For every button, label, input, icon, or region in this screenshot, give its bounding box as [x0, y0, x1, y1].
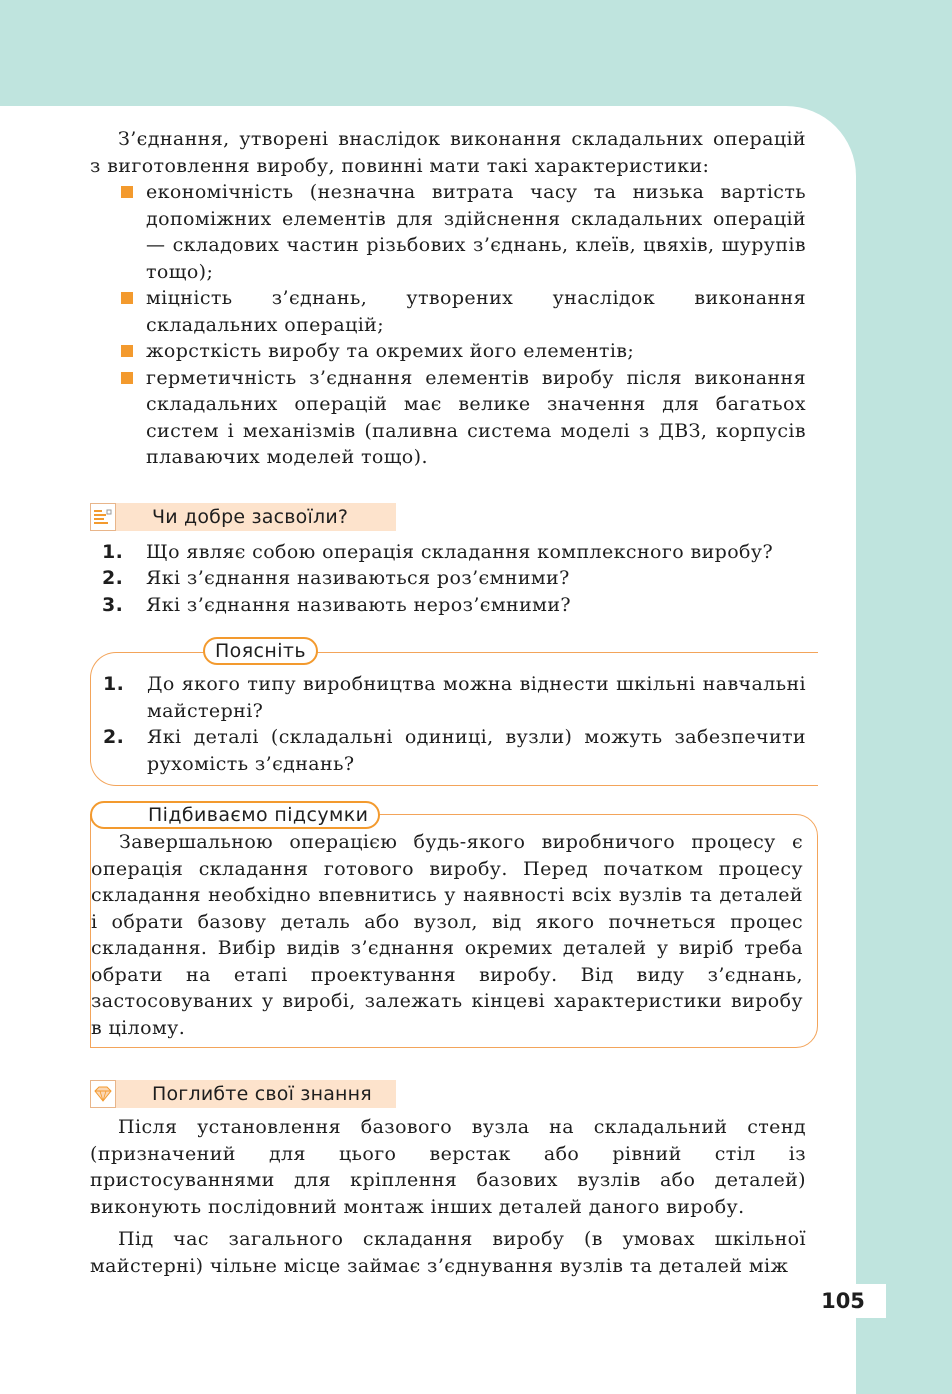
explain-box	[90, 640, 818, 786]
explain-title: Поясніть	[203, 637, 318, 665]
check-header	[90, 503, 396, 531]
bullet-square-icon	[121, 345, 133, 357]
deepen-paragraph: Під час загального складання виробу (в умовах шкільної майстерні) чільне місце займає з’єднування вузлів та деталей між	[90, 1228, 806, 1277]
check-title: Чи добре засвоїли?	[152, 505, 349, 528]
question-item: 1. До якого типу виробництва можна віднести шкільні навчальні майстерні?	[103, 673, 806, 722]
check-questions	[90, 539, 806, 619]
page-number: 105	[800, 1284, 886, 1318]
question-item: 3. Які з’єднання називають нероз’ємними?	[102, 593, 571, 616]
list-item: жорсткість виробу та окремих його елементів;	[146, 338, 806, 365]
diamond-icon	[90, 1080, 116, 1108]
bullet-square-icon	[121, 292, 133, 304]
deepen-header	[90, 1080, 396, 1108]
list-item: герметичність з’єднання елементів виробу після виконання складальних операцій має велике значення для багатьох систем і механізмів (паливна система моделі з ДВЗ, корпусів плаваючих моделей тощо).	[146, 365, 806, 471]
question-item: 2. Які деталі (складальні одиниці, вузли) можуть забезпечити рухомість з’єднань?	[103, 726, 806, 775]
question-item: 1. Що являє собою операція складання комплексного виробу?	[102, 540, 774, 563]
list-item: економічність (незначна витрата часу та низька вартість допоміжних елементів для здійснення складальних операцій — складових частин різьбових з’єднань, клеїв, цвяхів, шурупів тощо);	[146, 179, 806, 285]
checklist-icon	[90, 503, 116, 531]
characteristics-list	[90, 179, 806, 471]
summary-title: Підбиваємо підсумки	[90, 801, 380, 829]
page-content	[90, 126, 806, 1279]
intro-paragraph: З’єднання, утворені внаслідок виконання складальних операцій з виготовлення виробу, повинні мати такі характеристики:	[90, 128, 806, 177]
deepen-paragraph: Після установлення базового вузла на складальний стенд (призначений для цього верстак або рівний стіл із пристосуваннями для кріплення базових вузлів або деталей) виконують послідовний монтаж інших деталей даного виробу.	[90, 1116, 806, 1218]
list-item: міцність з’єднань, утворених унаслідок виконання складальних операцій;	[146, 285, 806, 338]
explain-questions	[91, 671, 806, 777]
bullet-square-icon	[121, 186, 133, 198]
bullet-square-icon	[121, 372, 133, 384]
summary-box	[90, 804, 818, 1048]
question-item: 2. Які з’єднання називаються роз’ємними?	[102, 567, 570, 589]
deepen-title: Поглибте свої знання	[152, 1083, 372, 1105]
summary-paragraph: Завершальною операцією будь-якого виробничого процесу є операція складання готового виробу. Перед початком процесу складання необхідно впевнитись у наявності всіх вузлів та деталей і обрати базову деталь або вузол, від якого почнеться процес складання. Вибір видів з’єднання окремих деталей у виріб треба обрати на етапі проектування виробу. Від виду з’єднань, застосовуваних у виробі, залежать кінцеві характеристики виробу в цілому.	[91, 831, 803, 1039]
